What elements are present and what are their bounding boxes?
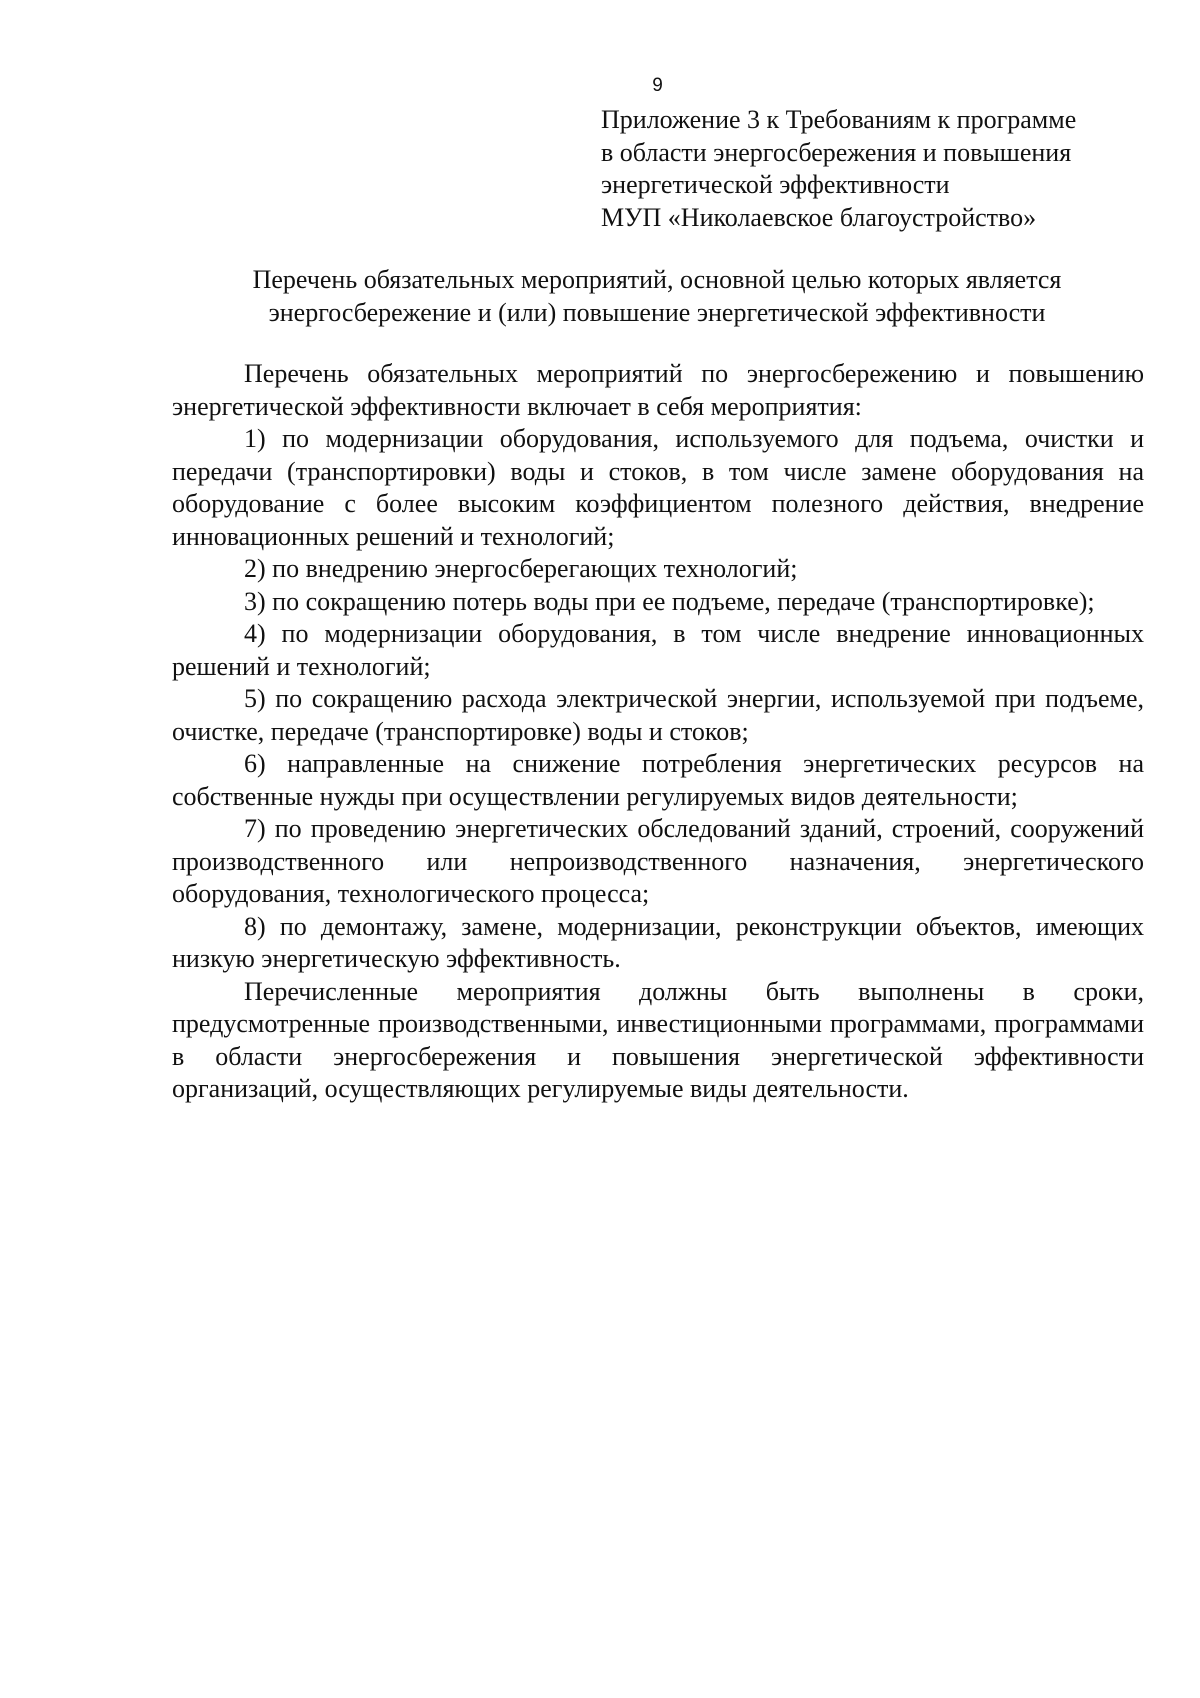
closing-paragraph: Перечисленные мероприятия должны быть выполнены в сроки, предусмотренные производственными, инвестиционными программами, программами в области энергосбережения и повышения энергетической эффективности организаций, осуществляющих регулируемые виды деятельности.	[172, 976, 1144, 1103]
document-body	[172, 358, 1144, 1106]
list-item: 6) направленные на снижение потребления энергетических ресурсов на собственные нужды при осуществлении регулируемых видов деятельности;	[172, 749, 1144, 811]
appendix-line: МУП «Николаевское благоустройство»	[601, 202, 1037, 232]
list-item: 4) по модернизации оборудования, в том числе внедрение инновационных решений и технологий;	[172, 619, 1144, 681]
intro-paragraph: Перечень обязательных мероприятий по энергосбережению и повышению энергетической эффективности включает в себя мероприятия:	[172, 359, 1144, 421]
list-item: 7) по проведению энергетических обследований зданий, строений, сооружений производственного или непроизводственного назначения, энергетического оборудования, технологического процесса;	[172, 814, 1144, 908]
title-line: энергосбережение и (или) повышение энергетической эффективности	[268, 297, 1046, 327]
document-title	[172, 264, 1142, 329]
appendix-header	[601, 104, 1161, 234]
appendix-line: энергетической эффективности	[601, 170, 950, 199]
appendix-line: в области энергосбережения и повышения	[601, 137, 1072, 167]
list-item: 1) по модернизации оборудования, используемого для подъема, очистки и передачи (транспортировки) воды и стоков, в том числе замене оборудования на оборудование с более высоким коэффициентом полезного действия, внедрение инновационных решений и технологий;	[172, 424, 1144, 551]
appendix-line: Приложение 3 к Требованиям к программе	[601, 105, 1077, 134]
list-item: 5) по сокращению расхода электрической энергии, используемой при подъеме, очистке, передаче (транспортировке) воды и стоков;	[172, 684, 1144, 746]
title-line: Перечень обязательных мероприятий, основной целью которых является	[252, 265, 1062, 294]
list-item: 8) по демонтажу, замене, модернизации, реконструкции объектов, имеющих низкую энергетическую эффективность.	[172, 911, 1144, 973]
page-number: 9	[652, 75, 663, 96]
list-item: 3) по сокращению потерь воды при ее подъеме, передаче (транспортировке);	[244, 586, 1095, 616]
list-item: 2) по внедрению энергосберегающих технологий;	[244, 554, 798, 583]
